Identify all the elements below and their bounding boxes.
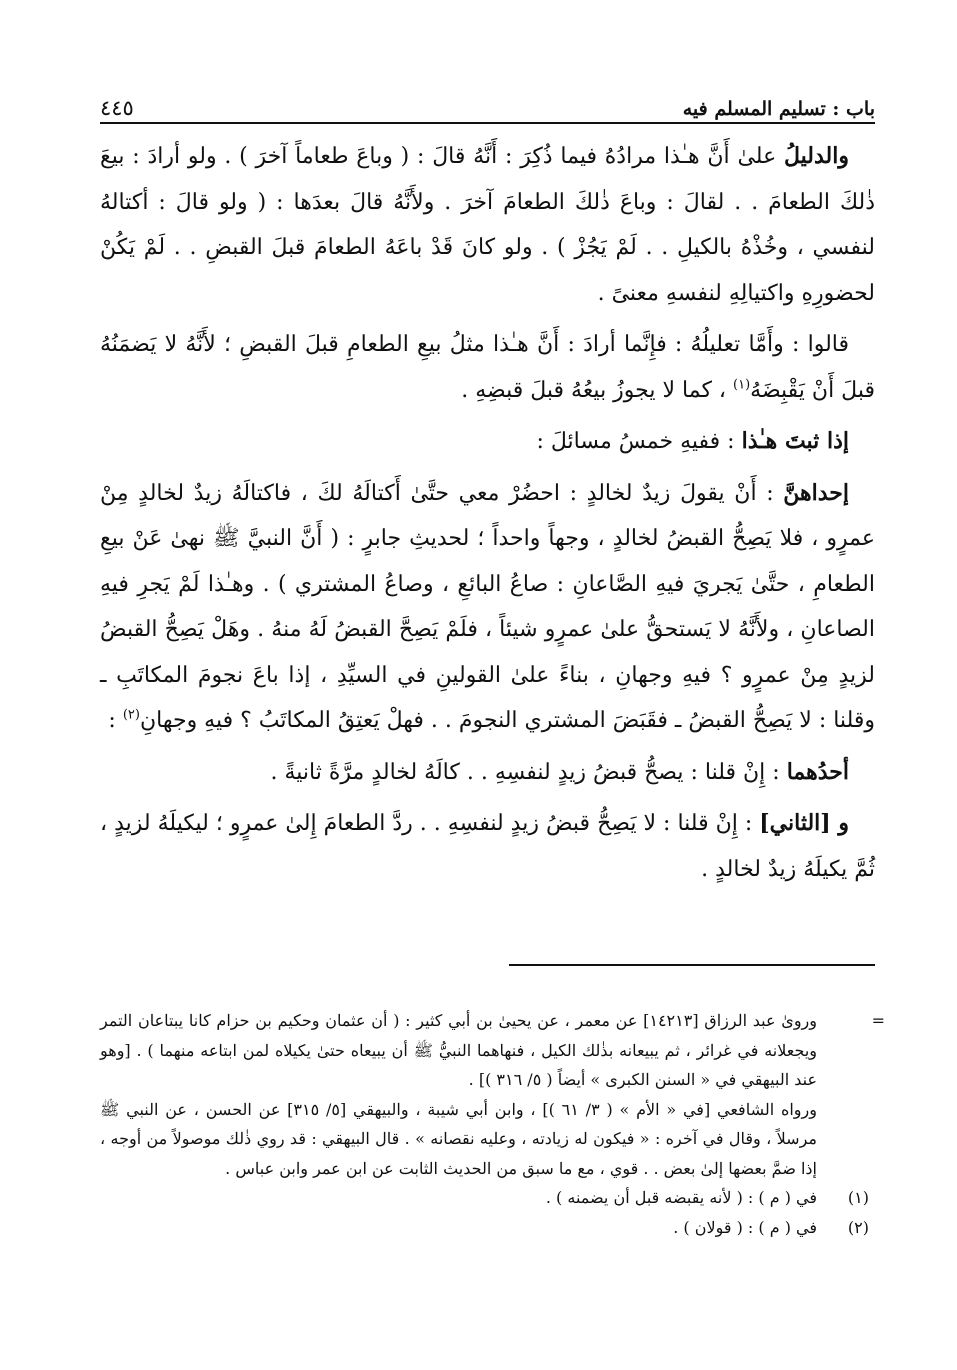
- paragraph-tail: ، كما لا يجوزُ بيعُهُ قبلَ قبضِهِ .: [461, 377, 734, 403]
- paragraph-text: : إِنْ قلنا : يصحُّ قبضُ زيدٍ لنفسِهِ . . كالَهُ لخالدٍ مرَّةً ثانيةً .: [270, 759, 787, 785]
- page: [100, 88, 875, 892]
- footnote-mark: (٢): [847, 1217, 869, 1237]
- paragraph-text: علىٰ أَنَّ هـٰذا مرادُهُ فيما ذُكِرَ : أَنَّهُ قالَ : ( وباعَ طعاماً آخرَ ) . ولو أرادَ : بيعَ ذٰلكَ الطعامَ . . لقالَ : وباعَ ذٰلكَ الطعامَ آخرَ . ولأَنَّهُ قالَ بعدَها : ( ولو قالَ : أكتالهُ لنفسي ، وخُذْهُ بالكيلِ . . لَمْ يَجُزْ ) . ولو كانَ قَدْ باعَهُ الطعامَ قبلَ القبضِ . . لَمْ يَكُنْ لحضورِهِ واكتيالِهِ لنفسهِ معنىً .: [100, 144, 875, 306]
- paragraph-text: قالوا : وأَمَّا تعليلُهُ : فإِنَّما أرادَ : أَنَّ هـٰذا مثلُ بيعِ الطعامِ قبلَ القبضِ ؛ لأَنَّهُ لا يَضمَنُهُ قبلَ أَنْ يَقْبِضَهُ: [100, 332, 875, 403]
- paragraph-lead: إذا ثبتَ هـٰذا: [741, 428, 849, 454]
- paragraph-lead: والدليلُ: [784, 143, 849, 169]
- page-number: ٤٤٥: [100, 96, 134, 120]
- chapter-title: باب : تسليم المسلم فيه: [682, 98, 875, 120]
- footnote-2: [100, 1213, 875, 1243]
- paragraph-lead: أحدُهما: [786, 758, 849, 785]
- footnote-text: في ( م ) : ( لأنه يقبضه قبل أن يضمنه ) .: [545, 1188, 817, 1207]
- paragraph-text: : ففيهِ خمسُ مسائلَ :: [536, 429, 742, 454]
- running-header: [100, 88, 875, 120]
- paragraph-1: [100, 134, 875, 316]
- footnote-text: في ( م ) : ( قولان ) .: [673, 1217, 817, 1237]
- footnote-continuation-2: ورواه الشافعي [في « الأم » ( ٣/ ٦١ )] ، وابن أبي شيبة ، والبيهقي [٥/ ٣١٥] عن الحسن ، عن النبي ﷺ مرسلاً ، وقال في آخره : « فيكون له زيادته ، وعليه نقصانه » . قال البيهقي : قد روي ذٰلك موصولاً من أوجه ، إذا ضمَّ بعضها إلىٰ بعض . . قوي ، مع ما سبق من الحديث الثابت عن ابن عمر وابن عباس .: [100, 1099, 817, 1178]
- paragraph-text: : أَنْ يقولَ زيدٌ لخالدٍ : احضُرْ معي حتَّىٰ أَكتالَهُ لكَ ، فاكتالَهُ زيدٌ لخالدٍ مِنْ عمرٍو ، فلا يَصِحُّ القبضُ لخالدٍ ، وجهاً واحداً ؛ لحديثِ جابرٍ : ( أَنَّ النبيَّ ﷺ نهىٰ عَنْ بيعِ الطعامِ ، حتَّىٰ يَجريَ فيهِ الصَّاعانِ : صاعُ البائعِ ، وصاعُ المشتري ) . وهـٰذا لَمْ يَجرِ فيهِ الصاعانِ ، ولأَنَّهُ لا يَستحقُّ علىٰ عمرٍو شيئاً ، فلَمْ يَصِحَّ القبضُ لَهُ منهُ . وهَلْ يَصِحُّ القبضُ لزيدٍ مِنْ عمرٍو ؟ فيهِ وجهانِ ، بناءً علىٰ القولينِ في السيِّدِ ، إذا باعَ نجومَ المكاتَبِ ـ وقلنا : لا يَصِحُّ القبضُ ـ فقَبَضَ المشتري النجومَ . . فهلْ يَعتِقُ المكاتَبُ ؟ فيهِ وجهانِ: [100, 480, 876, 733]
- paragraph-tail: :: [108, 708, 123, 733]
- paragraph-4: [100, 471, 875, 744]
- paragraph-text: : إِنْ قلنا : لا يَصِحُّ قبضُ زيدٍ لنفسِهِ . . ردَّ الطعامَ إِلىٰ عمرٍو ؛ ليكيلَهُ لزيدٍ ، ثُمَّ يكيلَهُ زيدٌ لخالدٍ .: [100, 811, 875, 882]
- footnote-continuation-1: ورویٰ عبد الرزاق [١٤٢١٣] عن معمر ، عن يحيىٰ بن أبي كثير : ( أن عثمان وحكيم بن حزام كانا يبتاعان التمر ويجعلانه في غرائر ، ثم يبيعانه بذٰلك الكيل ، فنهاهما النبيُّ ﷺ أن يبيعاه حتىٰ يكيلاه لمن ابتاعه منهما ) . [وهو عند البيهقي في « السنن الكبرى » أيضاً ( ٥/ ٣١٦ )] .: [100, 1011, 817, 1089]
- paragraph-lead: إحداهنَّ: [783, 479, 849, 506]
- paragraph-3: [100, 419, 875, 465]
- footnote-ref-1[interactable]: (١): [733, 377, 751, 393]
- header-rule: [100, 122, 875, 124]
- main-text: [100, 134, 875, 892]
- continuation-mark: =: [871, 1011, 885, 1030]
- footnote-1: [100, 1183, 875, 1213]
- paragraph-lead: و [الثاني]: [759, 810, 849, 836]
- footnote-ref-2[interactable]: (٢): [122, 707, 140, 723]
- paragraph-5: [100, 750, 875, 796]
- paragraph-6: [100, 801, 875, 892]
- paragraph-2: [100, 322, 875, 413]
- footnote-separator: [509, 964, 875, 966]
- footnotes: [100, 1006, 885, 1242]
- footnote-mark: (١): [847, 1188, 869, 1207]
